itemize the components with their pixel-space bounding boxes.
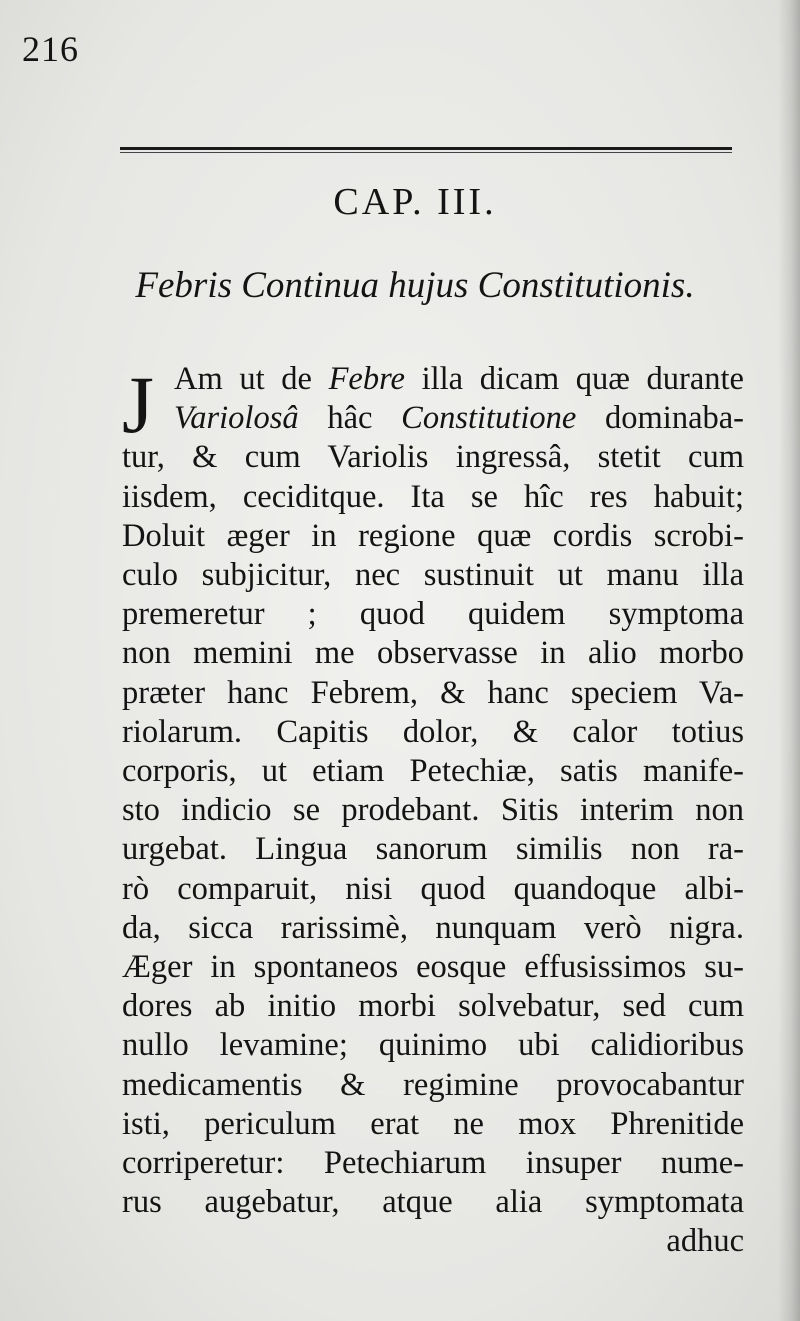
text-line: corporis, ut etiam Petechiæ, satis manife- bbox=[122, 753, 744, 790]
chapter-title: Febris Continua hujus Constitutionis. bbox=[135, 265, 695, 306]
text-line: Variolosâ hâc Constitutione dominaba- bbox=[174, 400, 744, 437]
text-line: isti, periculum erat ne mox Phrenitide bbox=[122, 1105, 744, 1142]
chapter-heading: CAP. III. bbox=[333, 181, 497, 223]
text-line: rus augebatur, atque alia symptomata bbox=[122, 1184, 744, 1221]
text-line: nullo levamine; quinimo ubi calidioribus bbox=[122, 1027, 744, 1064]
text-line: Æger in spontaneos eosque effusissimos su- bbox=[122, 949, 744, 986]
page-number: 216 bbox=[22, 29, 79, 69]
text-line: corriperetur: Petechiarum insuper nume- bbox=[122, 1145, 744, 1182]
text-line: urgebat. Lingua sanorum similis non ra- bbox=[122, 831, 744, 868]
catchword: adhuc bbox=[666, 1223, 744, 1260]
text-line: medicamentis & regimine provocabantur bbox=[122, 1066, 744, 1103]
text-line: da, sicca rarissimè, nunquam verò nigra. bbox=[122, 909, 744, 946]
text-line: Doluit æger in regione quæ cordis scrobi- bbox=[122, 517, 744, 554]
text-line: tur, & cum Variolis ingressâ, stetit cum bbox=[122, 439, 744, 476]
drop-cap: J bbox=[122, 359, 154, 450]
header-rule-thin bbox=[120, 152, 732, 153]
text-line: riolarum. Capitis dolor, & calor totius bbox=[122, 713, 744, 750]
text-line: premeretur ; quod quidem symptoma bbox=[122, 596, 744, 633]
header-rule bbox=[120, 147, 732, 150]
text-line: præter hanc Febrem, & hanc speciem Va- bbox=[122, 674, 744, 711]
text-line: non memini me observasse in alio morbo bbox=[122, 635, 744, 672]
text-line: Am ut de Febre illa dicam quæ durante bbox=[174, 361, 744, 397]
body-text bbox=[122, 360, 744, 1262]
text-line: iisdem, ceciditque. Ita se hîc res habuit; bbox=[122, 478, 744, 515]
text-line: dores ab initio morbi solvebatur, sed cum bbox=[122, 988, 744, 1025]
text-line: culo subjicitur, nec sustinuit ut manu illa bbox=[122, 557, 744, 594]
text-line: sto indicio se prodebant. Sitis interim non bbox=[122, 792, 744, 829]
text-line: rò comparuit, nisi quod quandoque albi- bbox=[122, 870, 744, 907]
